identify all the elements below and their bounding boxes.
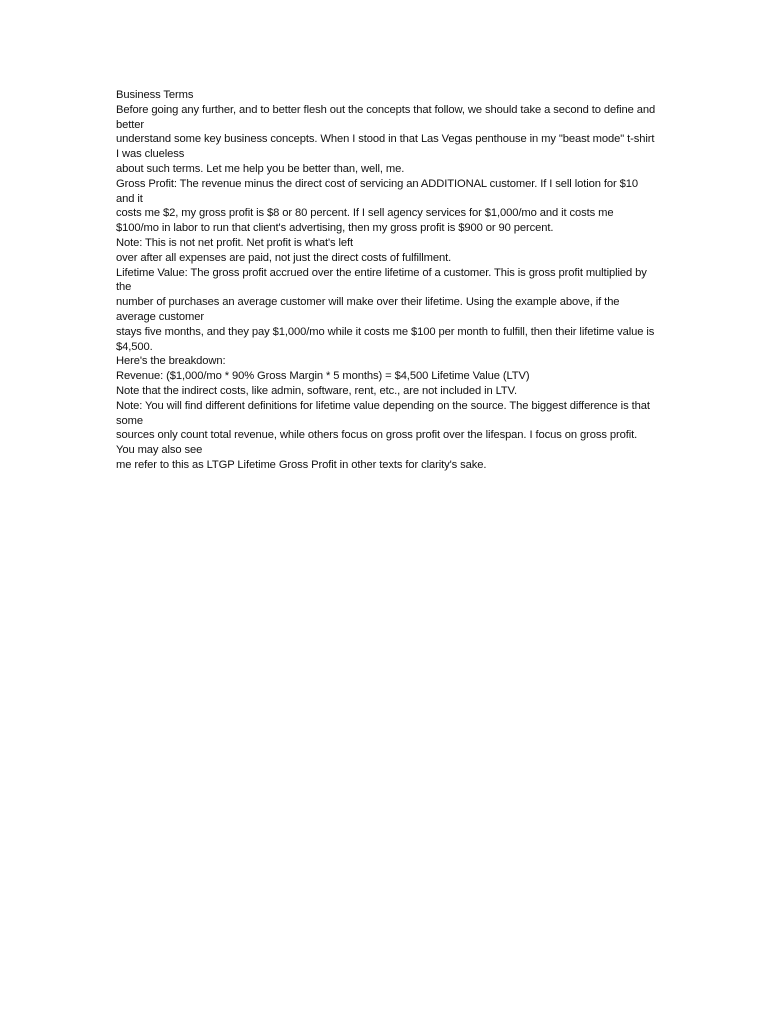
text-line: Before going any further, and to better flesh out the concepts that follow, we should take a second to define and better: [116, 103, 656, 131]
text-line: over after all expenses are paid, not just the direct costs of fulfillment.: [116, 251, 452, 264]
text-line: Note: You will find different definitions for lifetime value depending on the source. The biggest difference is that some: [116, 399, 650, 427]
text-line: number of purchases an average customer will make over their lifetime. Using the example above, if the average customer: [116, 296, 620, 323]
text-line: Note: This is not net profit. Net profit is what's left: [116, 236, 354, 249]
text-line: Revenue: ($1,000/mo * 90% Gross Margin * 5 months) = $4,500 Lifetime Value (LTV): [116, 370, 530, 383]
text-line: me refer to this as LTGP Lifetime Gross Profit in other texts for clarity's sake.: [116, 458, 487, 471]
document-title: Business Terms: [116, 89, 194, 101]
text-line: costs me $2, my gross profit is $8 or 80 percent. If I sell agency services for $1,000/mo and it costs me: [116, 207, 614, 220]
text-line: Lifetime Value: The gross profit accrued over the entire lifetime of a customer. This is gross profit multiplied by the: [116, 266, 647, 294]
text-line: sources only count total revenue, while others focus on gross profit over the lifespan. I focus on gross profit. You may also see: [116, 429, 638, 457]
text-line: about such terms. Let me help you be better than, well, me.: [116, 162, 405, 175]
text-line: understand some key business concepts. When I stood in that Las Vegas penthouse in my "beast mode" t-shirt I was clueless: [116, 133, 655, 161]
text-line: Gross Profit: The revenue minus the direct cost of servicing an ADDITIONAL customer. If I sell lotion for $10 and it: [116, 177, 638, 205]
document-body: [116, 88, 656, 473]
text-line: Note that the indirect costs, like admin, software, rent, etc., are not included in LTV.: [116, 384, 517, 397]
text-line: $100/mo in labor to run that client's advertising, then my gross profit is $900 or 90 percent.: [116, 222, 554, 235]
text-line: stays five months, and they pay $1,000/mo while it costs me $100 per month to fulfill, then their lifetime value is $4,500.: [116, 325, 655, 353]
text-line: Here's the breakdown:: [116, 355, 226, 368]
